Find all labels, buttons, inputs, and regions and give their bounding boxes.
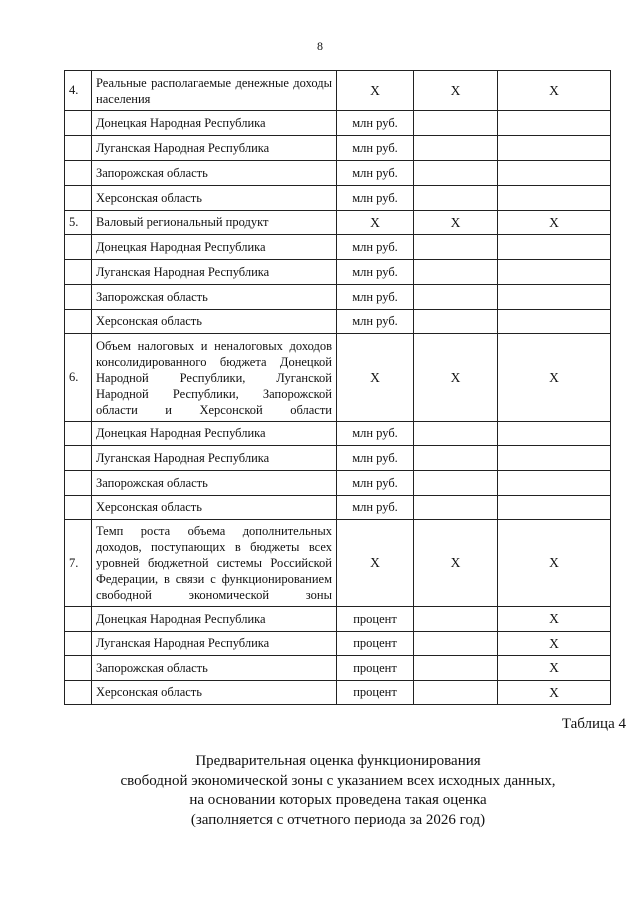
value-cell-2 (498, 471, 611, 496)
row-number (65, 186, 92, 211)
value-cell-1 (414, 681, 498, 705)
unit-cell: млн руб. (337, 235, 414, 260)
page-number: 8 (317, 39, 323, 53)
region-row (65, 681, 611, 705)
region-row (65, 186, 611, 211)
unit-cell: млн руб. (337, 136, 414, 161)
region-row (65, 607, 611, 632)
value-cell-2: X (498, 71, 611, 111)
region-row (65, 285, 611, 310)
row-number (65, 632, 92, 656)
value-cell-2 (498, 310, 611, 334)
region-row (65, 422, 611, 446)
row-number (65, 681, 92, 705)
row-number (65, 285, 92, 310)
value-cell-2 (498, 285, 611, 310)
unit-cell: млн руб. (337, 161, 414, 186)
row-number (65, 161, 92, 186)
row-name: Донецкая Народная Республика (92, 607, 337, 632)
value-cell-2 (498, 422, 611, 446)
value-cell-1 (414, 607, 498, 632)
region-row (65, 260, 611, 285)
row-name: Херсонская область (92, 496, 337, 520)
title-line: (заполняется с отчетного периода за 2026 год) (190, 811, 486, 828)
unit-cell: процент (337, 656, 414, 681)
value-cell-2 (498, 260, 611, 285)
value-cell-1 (414, 285, 498, 310)
title-line: на основании которых проведена такая оценка (189, 792, 487, 808)
row-number (65, 310, 92, 334)
value-cell-2: X (498, 656, 611, 681)
region-row (65, 632, 611, 656)
unit-cell: процент (337, 632, 414, 656)
region-row (65, 161, 611, 186)
row-name: Темп роста объема дополнительных доходов, поступающих в бюджеты всех уровней бюджетной системы Российской Федерации, в связи с функционированием свободной экономической зоны (92, 520, 337, 607)
row-name: Донецкая Народная Республика (92, 111, 337, 136)
unit-cell: млн руб. (337, 471, 414, 496)
value-cell-1 (414, 656, 498, 681)
region-row (65, 310, 611, 334)
row-name: Запорожская область (92, 471, 337, 496)
row-name: Луганская Народная Республика (92, 632, 337, 656)
row-name: Луганская Народная Республика (92, 260, 337, 285)
region-row (65, 235, 611, 260)
row-number (65, 260, 92, 285)
region-row (65, 111, 611, 136)
unit-cell: млн руб. (337, 285, 414, 310)
section-title (40, 752, 636, 830)
region-row (65, 496, 611, 520)
row-number (65, 471, 92, 496)
unit-cell: млн руб. (337, 186, 414, 211)
unit-cell: X (337, 71, 414, 111)
value-cell-2 (498, 235, 611, 260)
value-cell-1: X (414, 211, 498, 235)
indicator-row (65, 334, 611, 422)
value-cell-2 (498, 446, 611, 471)
value-cell-1: X (414, 334, 498, 422)
row-number: 4. (65, 71, 92, 111)
row-number (65, 496, 92, 520)
value-cell-2 (498, 161, 611, 186)
row-number (65, 656, 92, 681)
row-name: Валовый региональный продукт (92, 211, 337, 235)
value-cell-1 (414, 111, 498, 136)
row-name: Объем налоговых и неналоговых доходов консолидированного бюджета Донецкой Народной Республики, Луганской Народной Республики, Запорожской области и Херсонской области (92, 334, 337, 422)
row-name: Запорожская область (92, 161, 337, 186)
row-name: Херсонская область (92, 186, 337, 211)
value-cell-2 (498, 136, 611, 161)
row-number (65, 136, 92, 161)
row-name: Запорожская область (92, 656, 337, 681)
value-cell-1 (414, 136, 498, 161)
row-name: Луганская Народная Республика (92, 136, 337, 161)
unit-cell: X (337, 211, 414, 235)
table-caption: Таблица 4 (561, 716, 626, 732)
region-row (65, 471, 611, 496)
row-name: Херсонская область (92, 681, 337, 705)
row-name: Херсонская область (92, 310, 337, 334)
value-cell-2: X (498, 334, 611, 422)
row-name: Донецкая Народная Республика (92, 235, 337, 260)
row-number: 5. (65, 211, 92, 235)
region-row (65, 446, 611, 471)
row-number (65, 111, 92, 136)
value-cell-2 (498, 111, 611, 136)
row-number (65, 446, 92, 471)
value-cell-2: X (498, 632, 611, 656)
value-cell-1 (414, 446, 498, 471)
unit-cell: млн руб. (337, 446, 414, 471)
row-number (65, 235, 92, 260)
unit-cell: процент (337, 681, 414, 705)
value-cell-1 (414, 235, 498, 260)
unit-cell: млн руб. (337, 310, 414, 334)
row-name: Донецкая Народная Республика (92, 422, 337, 446)
title-line: Предварительная оценка функционирования (195, 753, 481, 769)
region-row (65, 136, 611, 161)
value-cell-2 (498, 496, 611, 520)
row-number (65, 607, 92, 632)
indicator-row (65, 211, 611, 235)
value-cell-1: X (414, 520, 498, 607)
value-cell-1 (414, 260, 498, 285)
value-cell-2 (498, 186, 611, 211)
row-name: Реальные располагаемые денежные доходы населения (92, 71, 337, 111)
value-cell-1 (414, 422, 498, 446)
row-number: 6. (65, 334, 92, 422)
unit-cell: млн руб. (337, 260, 414, 285)
indicator-row (65, 520, 611, 607)
indicators-table (64, 70, 611, 705)
indicator-row (65, 71, 611, 111)
value-cell-1 (414, 632, 498, 656)
unit-cell: X (337, 520, 414, 607)
row-name: Запорожская область (92, 285, 337, 310)
row-name: Луганская Народная Республика (92, 446, 337, 471)
row-number (65, 422, 92, 446)
value-cell-1: X (414, 71, 498, 111)
unit-cell: млн руб. (337, 496, 414, 520)
value-cell-2: X (498, 520, 611, 607)
value-cell-2: X (498, 211, 611, 235)
unit-cell: млн руб. (337, 111, 414, 136)
value-cell-1 (414, 161, 498, 186)
title-line: свободной экономической зоны с указанием всех исходных данных, (120, 772, 556, 789)
unit-cell: млн руб. (337, 422, 414, 446)
unit-cell: процент (337, 607, 414, 632)
value-cell-2: X (498, 607, 611, 632)
value-cell-1 (414, 310, 498, 334)
row-number: 7. (65, 520, 92, 607)
value-cell-1 (414, 186, 498, 211)
unit-cell: X (337, 334, 414, 422)
value-cell-1 (414, 496, 498, 520)
value-cell-1 (414, 471, 498, 496)
value-cell-2: X (498, 681, 611, 705)
region-row (65, 656, 611, 681)
